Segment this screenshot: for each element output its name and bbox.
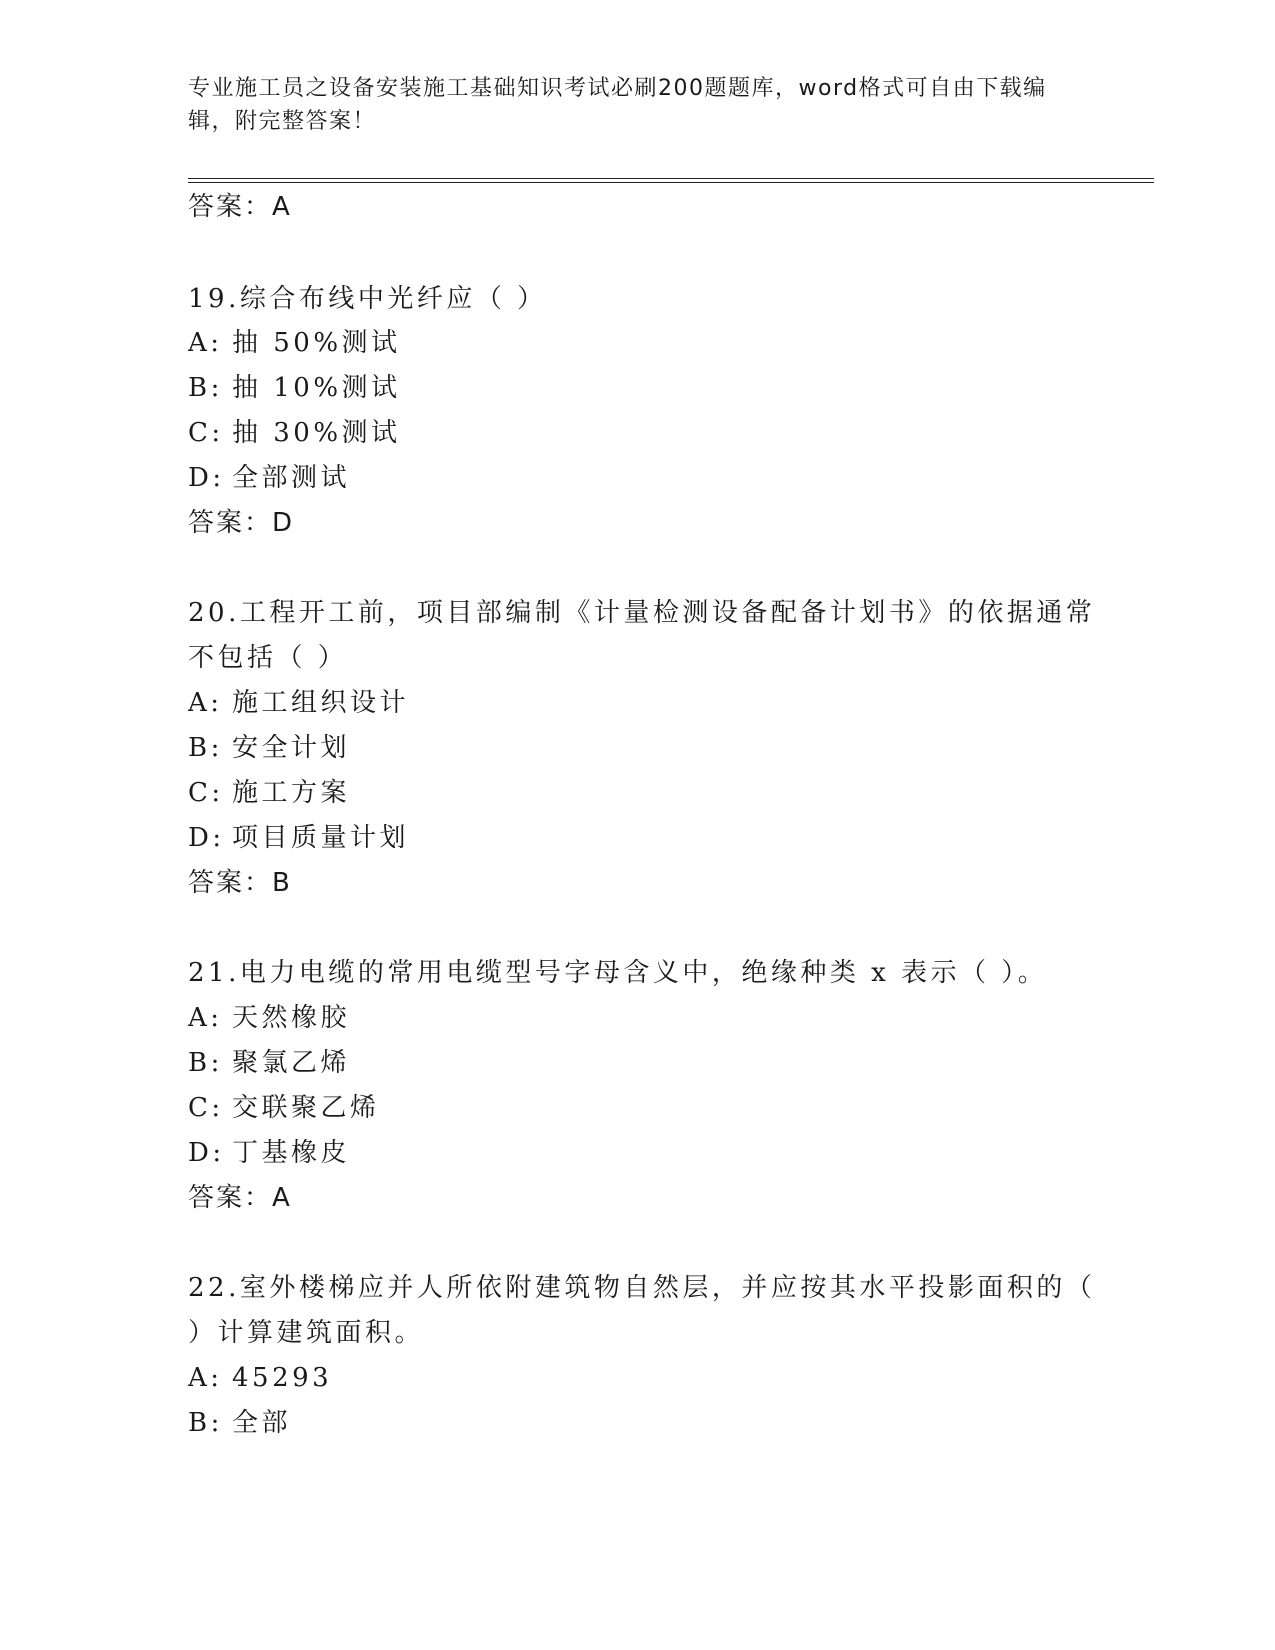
question-stem-continued: ）计算建筑面积。 (188, 1318, 425, 1348)
option-text: 全部 (232, 1408, 292, 1438)
question-stem: 20.工程开工前，项目部编制《计量检测设备配备计划书》的依据通常 (188, 598, 1096, 628)
option-letter: C: (188, 418, 224, 448)
option-letter: B: (188, 1048, 223, 1078)
option-letter: A: (188, 1363, 223, 1393)
answer-line: 答案：A (188, 192, 292, 222)
option-letter: C: (188, 778, 224, 808)
answer-line: 答案：A (188, 1183, 292, 1213)
option-text: 45293 (232, 1363, 333, 1393)
option-d (188, 821, 409, 855)
question-stem: 19.综合布线中光纤应（ ） (188, 284, 547, 314)
option-d (188, 1136, 350, 1170)
option-b (188, 731, 350, 765)
header-rule-bottom (188, 182, 1154, 183)
option-text: 全部测试 (232, 463, 351, 493)
option-b (188, 1046, 350, 1080)
option-c (188, 416, 401, 450)
option-letter: D: (188, 823, 225, 853)
option-text: 施工方案 (232, 778, 351, 808)
option-b (188, 1406, 291, 1440)
question-stem: 21.电力电缆的常用电缆型号字母含义中，绝缘种类 x 表示（ ）。 (188, 958, 1048, 988)
option-letter: B: (188, 373, 223, 403)
option-text: 安全计划 (232, 733, 351, 763)
option-text: 抽 10%测试 (232, 373, 401, 403)
answer-line: 答案：B (188, 868, 292, 898)
option-letter: B: (188, 733, 223, 763)
option-c (188, 1091, 380, 1125)
option-text: 聚氯乙烯 (232, 1048, 351, 1078)
option-letter: C: (188, 1093, 224, 1123)
option-a (188, 326, 401, 360)
option-letter: A: (188, 1003, 223, 1033)
option-letter: B: (188, 1408, 223, 1438)
question-stem: 22.室外楼梯应并人所依附建筑物自然层，并应按其水平投影面积的（ (188, 1273, 1096, 1303)
option-text: 施工组织设计 (232, 688, 410, 718)
option-text: 丁基橡皮 (232, 1138, 351, 1168)
option-c (188, 776, 350, 810)
header-rule-top (188, 178, 1154, 179)
option-text: 交联聚乙烯 (232, 1093, 380, 1123)
question-stem-continued: 不包括（ ） (188, 643, 348, 673)
option-text: 项目质量计划 (232, 823, 410, 853)
option-d (188, 461, 350, 495)
option-text: 抽 50%测试 (232, 328, 401, 358)
option-letter: D: (188, 463, 225, 493)
document-header: 专业施工员之设备安装施工基础知识考试必刷200题题库，word格式可自由下载编辑，附完整答案！ (188, 76, 1047, 134)
answer-line: 答案：D (188, 508, 295, 538)
option-text: 抽 30%测试 (232, 418, 401, 448)
option-a (188, 686, 409, 720)
option-letter: D: (188, 1138, 225, 1168)
option-a (188, 1001, 350, 1035)
option-b (188, 371, 401, 405)
option-letter: A: (188, 688, 223, 718)
option-text: 天然橡胶 (232, 1003, 351, 1033)
option-letter: A: (188, 328, 223, 358)
option-a (188, 1361, 332, 1395)
